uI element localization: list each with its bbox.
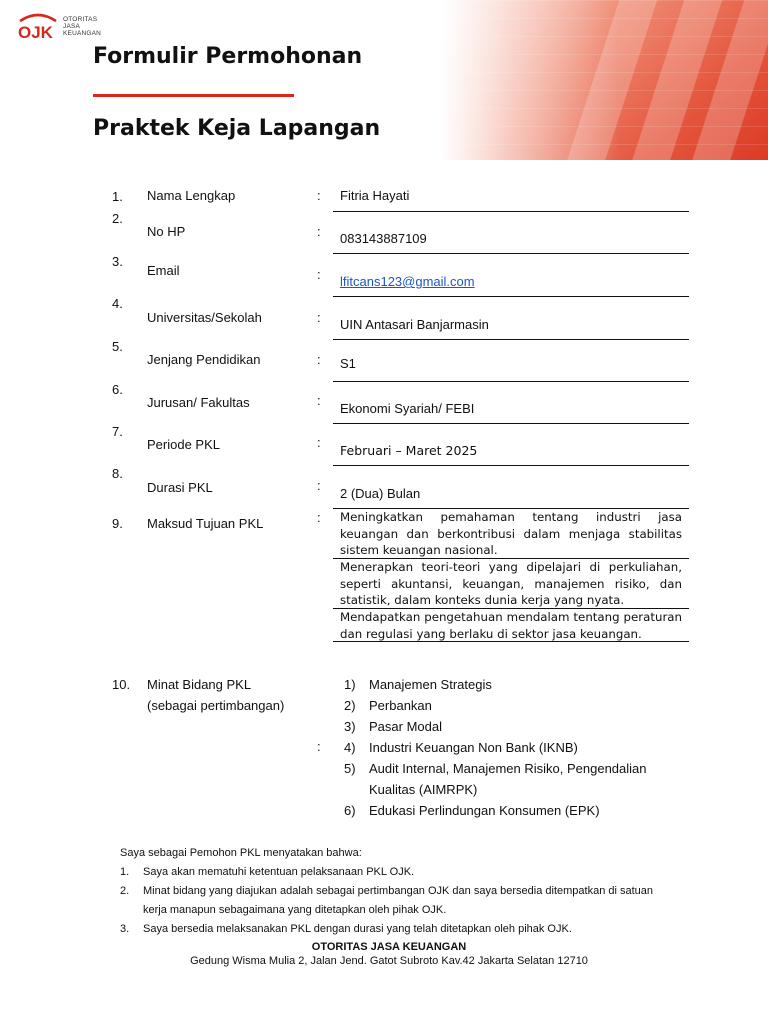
field-number: 6. [112, 382, 123, 397]
field-value-universitas: UIN Antasari Banjarmasin [340, 317, 489, 332]
field-label-hp: No HP [147, 224, 186, 239]
interest-item-continued: Kualitas (AIMRPK) [369, 782, 478, 797]
interest-item: Audit Internal, Manajemen Risiko, Pengendalian [369, 761, 647, 776]
ojk-logo [17, 12, 101, 40]
declaration-number: 2. [120, 885, 130, 897]
svg-text:OJK: OJK [18, 23, 53, 40]
interest-item: Manajemen Strategis [369, 677, 492, 692]
page-subtitle: Praktek Keja Lapangan [93, 116, 381, 141]
field-colon: : [317, 267, 321, 282]
field-underline [333, 253, 689, 254]
field-label-jurusan: Jurusan/ Fakultas [147, 395, 250, 410]
field-underline [333, 465, 689, 466]
field-label-minat: Minat Bidang PKL [147, 677, 252, 692]
field-value-jenjang: S1 [340, 356, 356, 371]
field-value-durasi: 2 (Dua) Bulan [340, 486, 421, 501]
field-colon: : [317, 393, 321, 408]
logo-wordmark: OTORITAS JASA KEUANGAN [63, 15, 102, 37]
title-divider [93, 94, 294, 97]
field-number: 7. [112, 424, 123, 439]
declaration-intro: Saya sebagai Pemohon PKL menyatakan bahwa: [120, 847, 362, 859]
field-colon: : [317, 510, 321, 525]
field-colon: : [317, 352, 321, 367]
field-label-periode: Periode PKL [147, 437, 220, 452]
field-label-maksud: Maksud Tujuan PKL [147, 516, 264, 531]
header-graphic [440, 0, 768, 160]
field-label-universitas: Universitas/Sekolah [147, 310, 262, 325]
purpose-item: Menerapkan teori-teori yang dipelajari di perkuliahan, seperti akuntansi, keuangan, manajemen risiko, dan statistik, dalam konteks dunia kerja yang nyata. [340, 560, 682, 607]
field-value-periode: Februari – Maret 2025 [340, 443, 478, 458]
field-label-jenjang: Jenjang Pendidikan [147, 352, 261, 367]
field-number: 3. [112, 254, 123, 269]
interest-number: 3) [344, 719, 356, 734]
field-colon: : [317, 435, 321, 450]
field-number: 2. [112, 211, 123, 226]
field-number: 9. [112, 516, 123, 531]
field-value-hp: 083143887109 [340, 231, 427, 246]
purpose-item: Meningkatkan pemahaman tentang industri jasa keuangan dan berkontribusi dalam menjaga stabilitas sistem keuangan nasional. [340, 510, 682, 557]
interest-number: 4) [344, 740, 356, 755]
declaration-item: Saya bersedia melaksanakan PKL dengan durasi yang telah ditetapkan oleh pihak OJK. [143, 923, 572, 935]
field-number: 1. [112, 189, 123, 204]
field-label-email: Email [147, 263, 180, 278]
field-label-minat-note: (sebagai pertimbangan) [147, 698, 285, 713]
field-underline [333, 296, 689, 297]
field-underline [333, 339, 689, 340]
purpose-item: Mendapatkan pengetahuan mendalam tentang peraturan dan regulasi yang berlaku di sektor jasa keuangan. [340, 610, 682, 641]
field-underline [333, 423, 689, 424]
ojk-logo-icon [17, 12, 59, 40]
interest-item: Pasar Modal [369, 719, 442, 734]
interest-item: Perbankan [369, 698, 432, 713]
field-underline [333, 381, 689, 382]
declaration-item: Saya akan mematuhi ketentuan pelaksanaan PKL OJK. [143, 866, 415, 878]
declaration-item: Minat bidang yang diajukan adalah sebagai pertimbangan OJK dan saya bersedia ditempatkan di satuan [143, 885, 654, 897]
interest-number: 5) [344, 761, 356, 776]
page-title: Formulir Permohonan [93, 44, 363, 69]
field-underline [333, 211, 689, 212]
declaration-number: 1. [120, 866, 130, 878]
interest-number: 1) [344, 677, 356, 692]
field-colon: : [317, 188, 321, 203]
field-label-nama: Nama Lengkap [147, 188, 236, 203]
field-colon: : [317, 478, 321, 493]
field-number: 10. [112, 677, 131, 692]
interest-number: 2) [344, 698, 356, 713]
interest-number: 6) [344, 803, 356, 818]
field-number: 5. [112, 339, 123, 354]
field-colon: : [317, 310, 321, 325]
email-link[interactable]: lfitcans123@gmail.com [340, 274, 475, 289]
field-underline [333, 641, 689, 642]
footer-address: Gedung Wisma Mulia 2, Jalan Jend. Gatot Subroto Kav.42 Jakarta Selatan 12710 [190, 955, 588, 967]
interest-item: Edukasi Perlindungan Konsumen (EPK) [369, 803, 600, 818]
field-number: 8. [112, 466, 123, 481]
footer-org: OTORITAS JASA KEUANGAN [311, 941, 467, 953]
interest-item: Industri Keuangan Non Bank (IKNB) [369, 740, 578, 755]
field-value-jurusan: Ekonomi Syariah/ FEBI [340, 401, 475, 416]
field-colon: : [317, 739, 321, 754]
declaration-item-continued: kerja manapun sebagaimana yang ditetapkan oleh pihak OJK. [143, 904, 447, 916]
field-value-nama: Fitria Hayati [340, 188, 410, 203]
field-colon: : [317, 224, 321, 239]
declaration-number: 3. [120, 923, 130, 935]
field-label-durasi: Durasi PKL [147, 480, 213, 495]
field-number: 4. [112, 296, 123, 311]
